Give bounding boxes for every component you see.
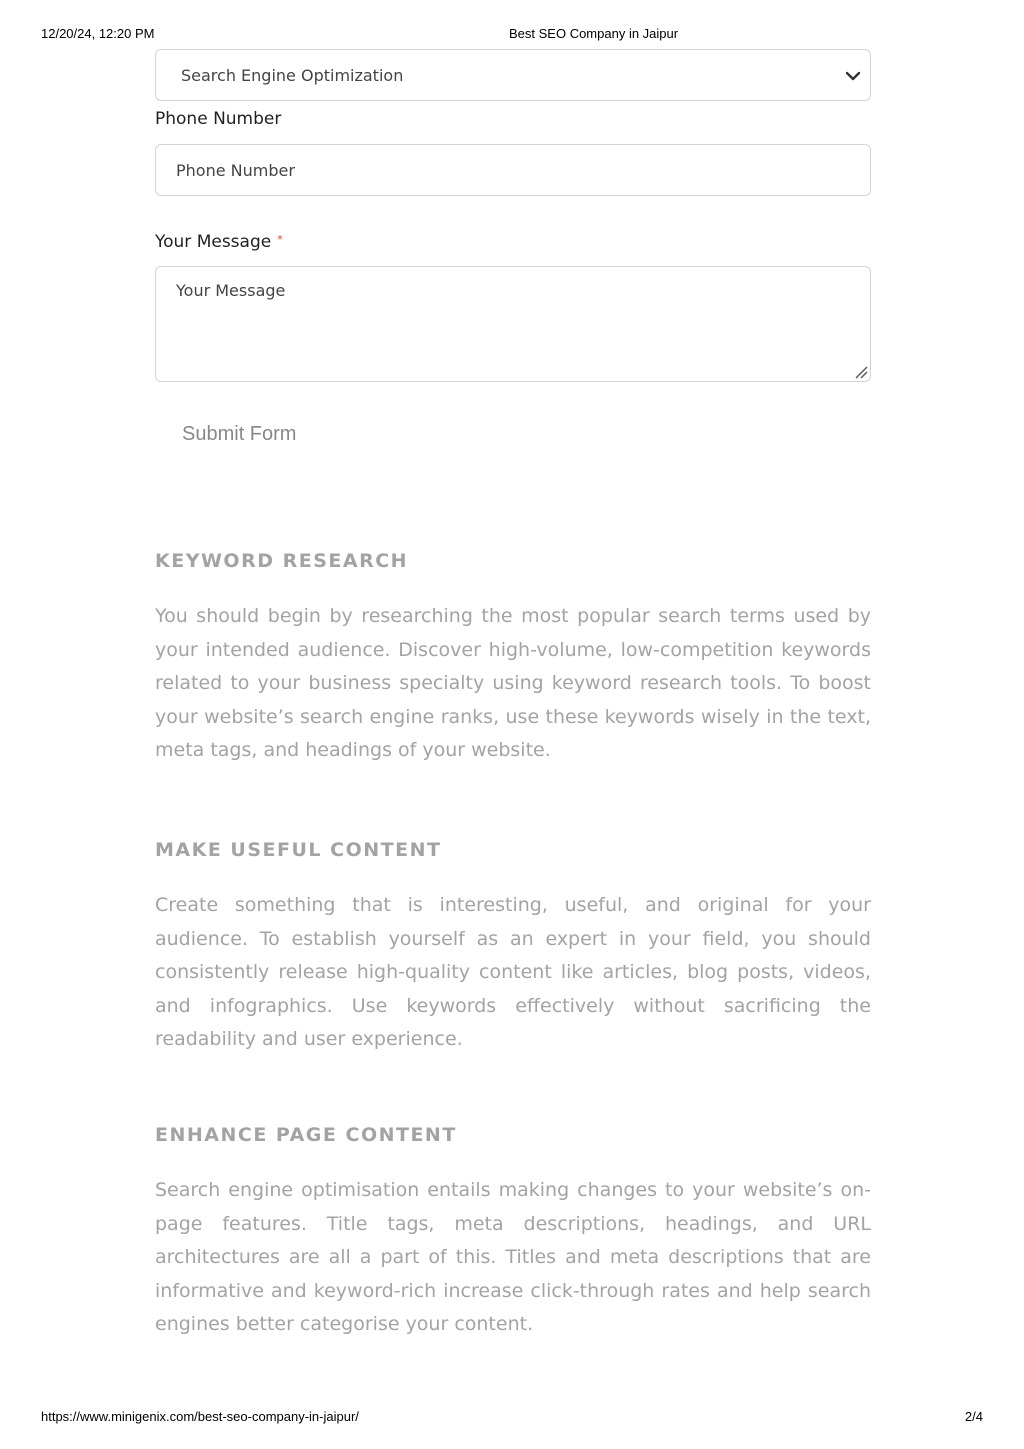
section-text: Search engine optimisation entails making changes to your website’s on-page features. Title tags, meta descriptions, headings, and URL architectures are all a part of this. Titles and meta descriptions that are informative and keyword-rich increase click-through rates and help search engines better categorise your content. [155, 1178, 871, 1336]
phone-input[interactable] [155, 144, 871, 196]
section-text: You should begin by researching the most popular search terms used by your intended audience. Discover high-volume, low-competition keywords related to your business specialty using keyword research tools. To boost your website’s search engine ranks, use these keywords wisely in the text, meta tags, and headings of your website. [155, 605, 871, 762]
section-heading: MAKE USEFUL CONTENT [155, 838, 442, 861]
message-textarea-placeholder: Your Message [176, 281, 286, 300]
submit-form-button[interactable]: Submit Form [182, 423, 297, 445]
message-label-text: Your Message [155, 232, 272, 252]
print-page-title: Best SEO Company in Jaipur [509, 26, 679, 41]
print-page-number: 2/4 [964, 1409, 983, 1424]
phone-label-text: Phone Number [155, 109, 282, 129]
chevron-down-icon [844, 67, 862, 85]
section-text: Create something that is interesting, useful, and original for your audience. To establish yourself as an expert in your field, you should consistently release high-quality content like articles, blog posts, videos, and infographics. Use keywords effectively without sacrificing the readability and user experience. [155, 893, 871, 1051]
message-textarea[interactable] [155, 266, 871, 382]
message-label [155, 230, 871, 254]
phone-label [155, 107, 871, 131]
print-url: https://www.minigenix.com/best-seo-company-in-jaipur/ [41, 1409, 359, 1424]
resize-grip-icon[interactable] [854, 365, 868, 379]
section-enhance-page-content [155, 1121, 871, 1342]
section-heading: KEYWORD RESEARCH [155, 550, 409, 572]
phone-input-placeholder: Phone Number [176, 160, 295, 180]
section-keyword-research [155, 547, 871, 768]
service-select-value: Search Engine Optimization [181, 65, 404, 85]
page-content [155, 49, 871, 1342]
required-mark: * [277, 233, 283, 246]
print-datetime: 12/20/24, 12:20 PM [41, 26, 155, 41]
print-header [0, 26, 1024, 44]
section-heading: ENHANCE PAGE CONTENT [155, 1123, 457, 1146]
section-make-useful-content [155, 836, 871, 1057]
print-footer [0, 1409, 1024, 1427]
service-select[interactable] [155, 49, 871, 101]
